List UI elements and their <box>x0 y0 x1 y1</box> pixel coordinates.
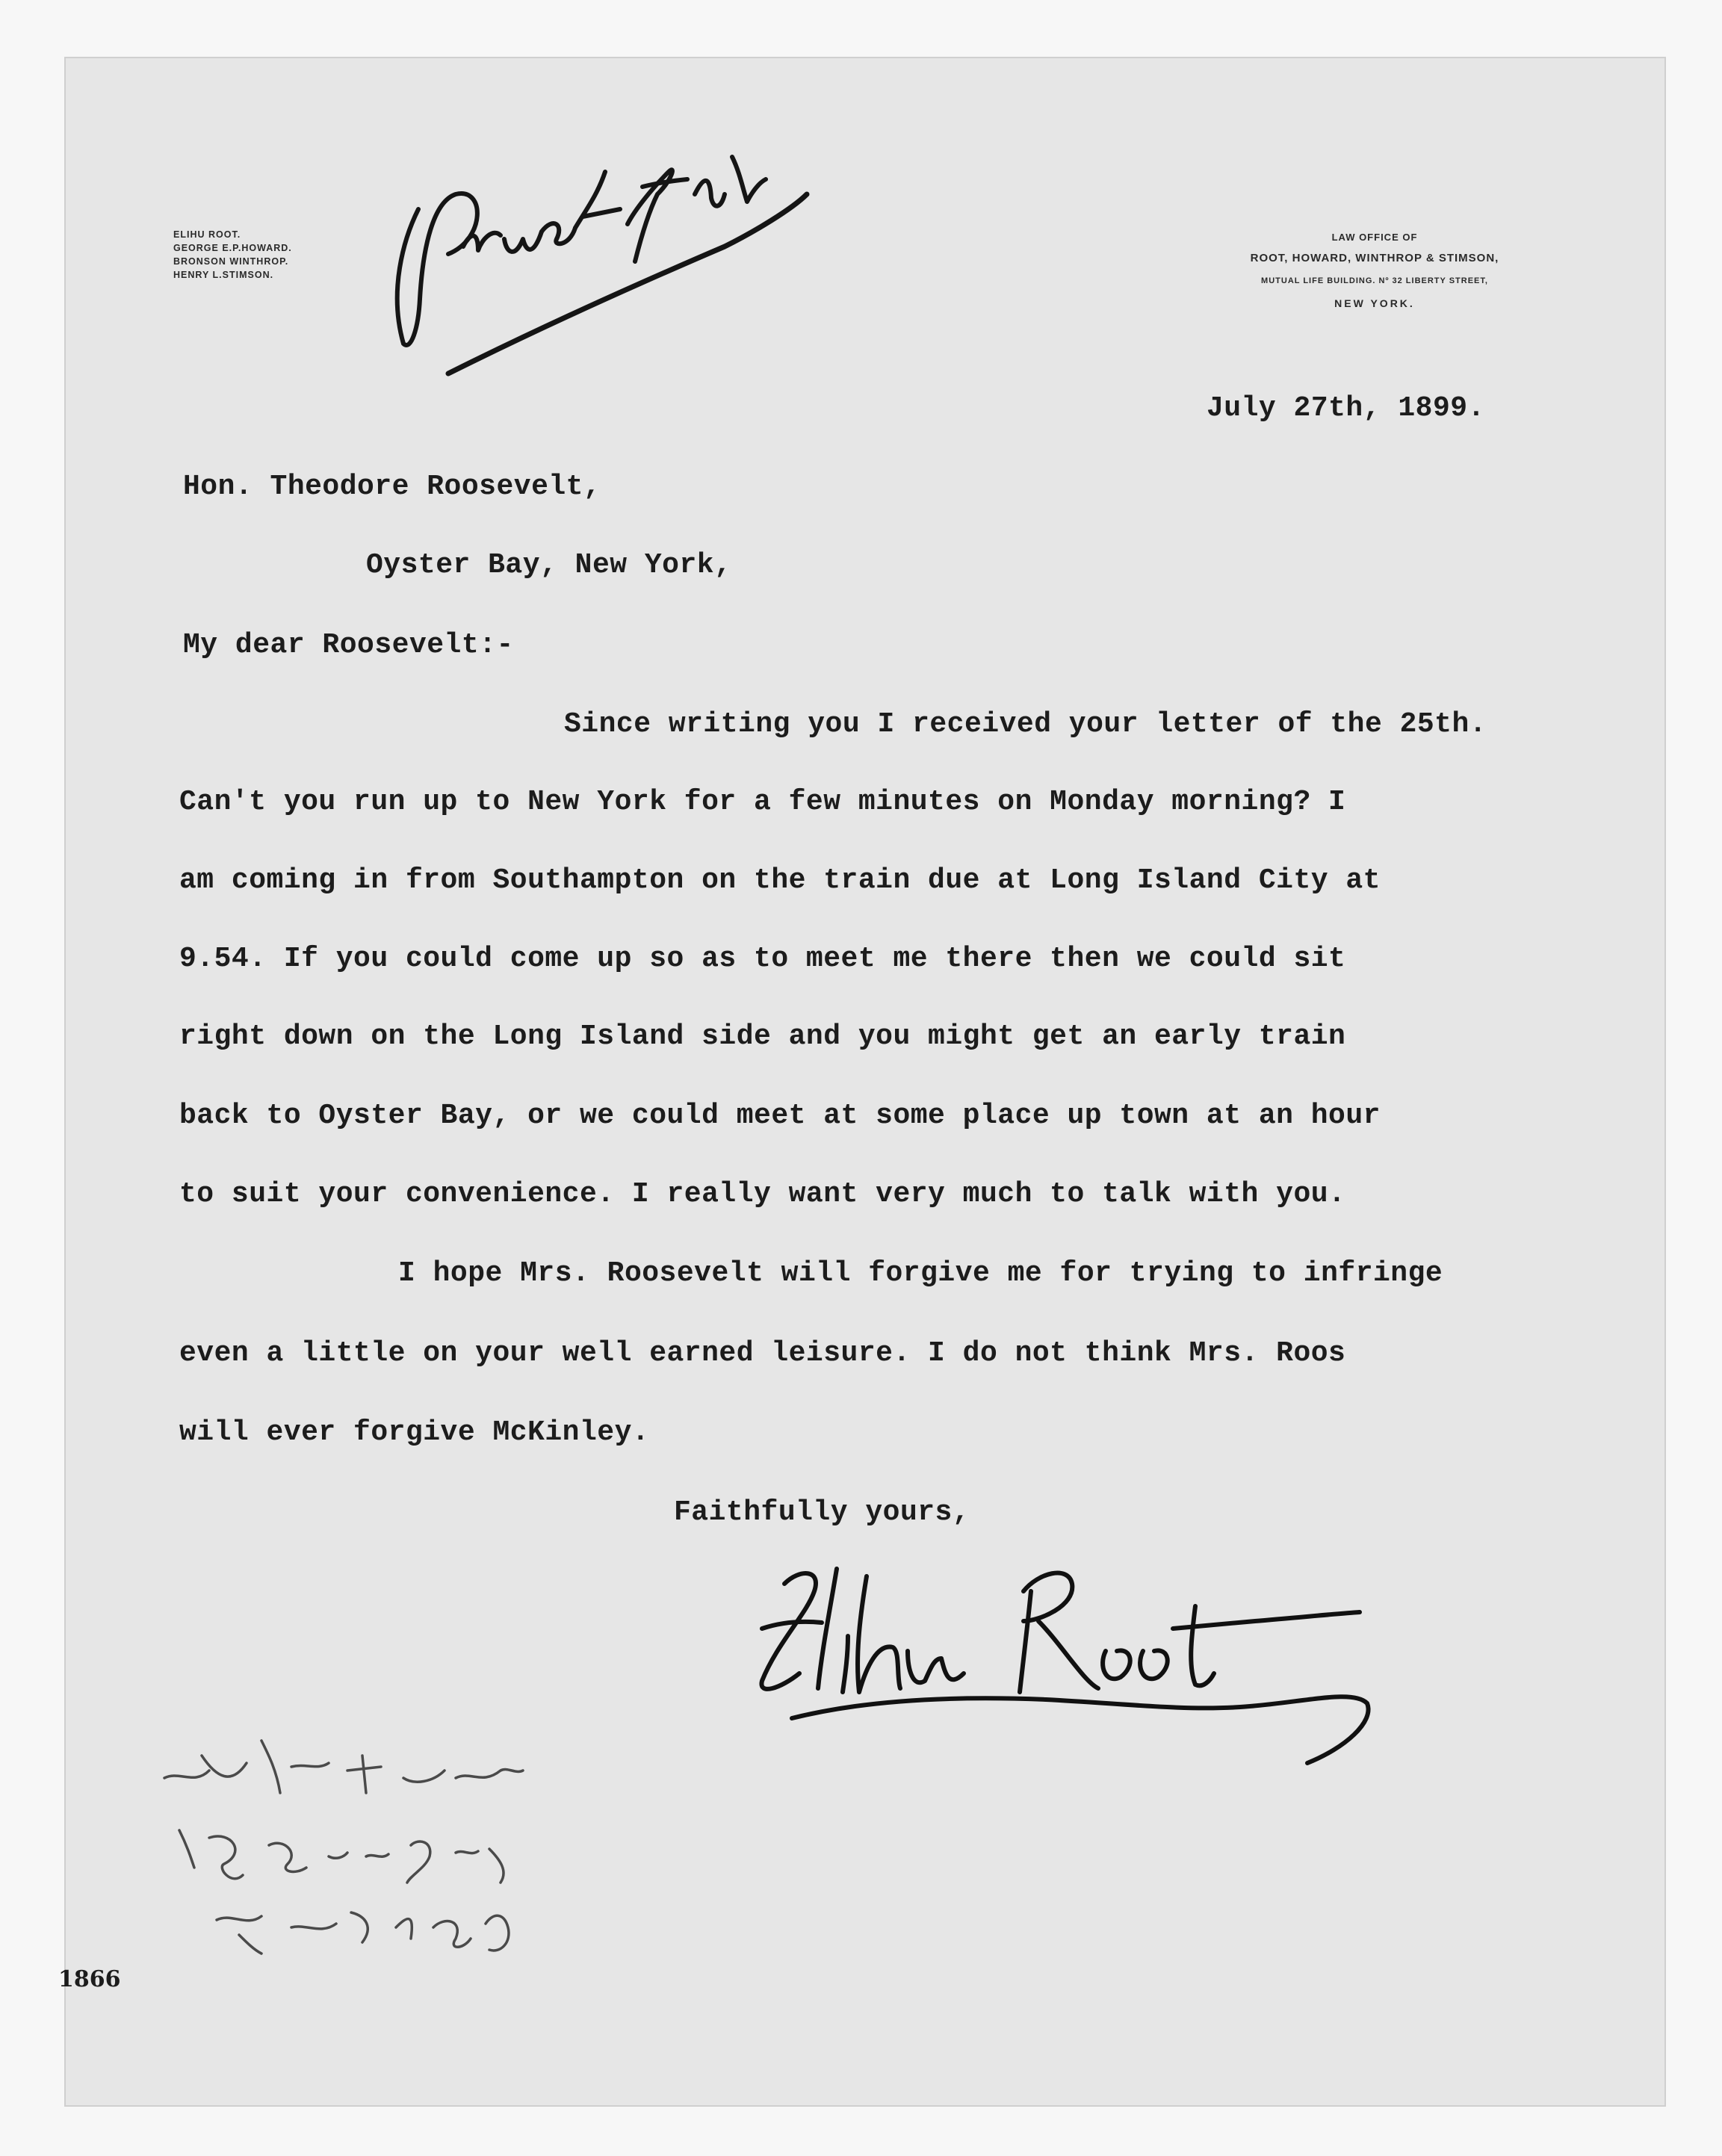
shorthand-notes <box>149 1726 687 1995</box>
letterhead-partners <box>173 228 292 282</box>
body-line: 9.54. If you could come up so as to meet me there then we could sit <box>179 943 1346 975</box>
partner-name: ELIHU ROOT. <box>173 229 241 240</box>
office-label: LAW OFFICE OF <box>1331 232 1418 243</box>
recipient-address: Oyster Bay, New York, <box>366 549 732 581</box>
letterhead-firm <box>1150 228 1599 315</box>
signature <box>717 1539 1375 1785</box>
body-line: am coming in from Southampton on the train due at Long Island City at <box>179 864 1381 896</box>
document-number: 1866 <box>58 1966 121 1992</box>
recipient-name: Hon. Theodore Roosevelt, <box>183 471 601 503</box>
partner-name: HENRY L.STIMSON. <box>173 270 274 280</box>
salutation: My dear Roosevelt:- <box>183 629 514 661</box>
partner-name: BRONSON WINTHROP. <box>173 256 289 267</box>
body-line: Can't you run up to New York for a few minutes on Monday morning? I <box>179 786 1346 818</box>
firm-name: ROOT, HOWARD, WINTHROP & STIMSON, <box>1250 252 1499 264</box>
closing: Faithfully yours, <box>674 1496 970 1528</box>
firm-address: MUTUAL LIFE BUILDING. Nº 32 LIBERTY STREET, <box>1261 276 1488 285</box>
body-line: Since writing you I received your letter of the 25th. <box>564 708 1487 740</box>
body-line: even a little on your well earned leisure. I do not think Mrs. Roos <box>179 1337 1346 1369</box>
letter-date: July 27th, 1899. <box>1207 392 1485 424</box>
firm-city: NEW YORK. <box>1334 297 1415 309</box>
body-line: I hope Mrs. Roosevelt will forgive me for trying to infringe <box>398 1257 1443 1289</box>
body-line: back to Oyster Bay, or we could meet at some place up town at an hour <box>179 1100 1381 1132</box>
partner-name: GEORGE E.P.HOWARD. <box>173 243 292 253</box>
private-file-annotation <box>374 127 837 396</box>
body-line: right down on the Long Island side and you might get an early train <box>179 1020 1346 1053</box>
body-line: to suit your convenience. I really want very much to talk with you. <box>179 1178 1346 1210</box>
body-line: will ever forgive McKinley. <box>179 1416 650 1449</box>
